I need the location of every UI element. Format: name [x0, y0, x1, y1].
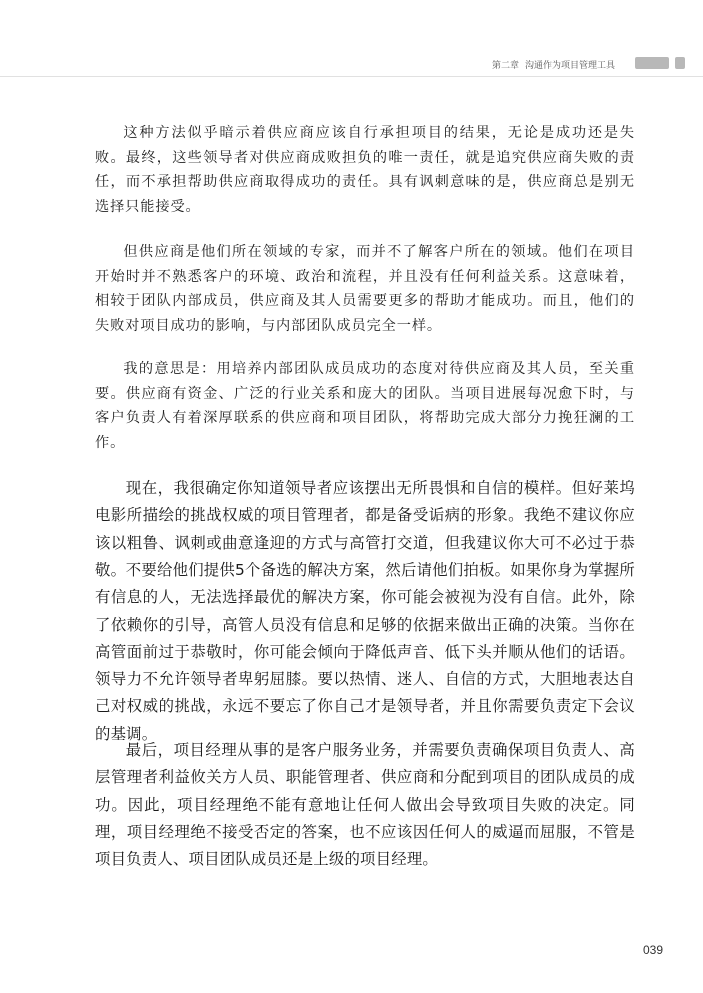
body-paragraph-2: 不要给他们提供5个备选的解决方案，然后请他们拍板。如果你身为掌握所有信息的人，无法选择最优的解决方案，你可能会被视为没有自信。此外，除了依赖你的引导，高管人员没有信息和足够的依据来做出正确的决策。当你在高管面前过于恭敬时，你可能会倾向于降低声音、低下头并顺从他们的话语。领导力不允许领导者卑躬屈膝。要以热情、迷人、自信的方式，大胆地表达自己对权威的挑战，永远不要忘了你自己才是领导者，并且你需要负责定下会议的基调。 — [95, 561, 635, 743]
body-paragraph-1: 现在，我很确定你知道领导者应该摆出无所畏惧和自信的模样。但好莱坞电影所描绘的挑战权威的项目管理者，都是备受诟病的形象。我绝不建议你应该以粗鲁、讽刺或曲意逢迎的方式与高管打交道，但我建议你大可不必过于恭敬。 — [95, 479, 635, 579]
header-decoration-block — [675, 57, 685, 69]
chapter-label: 第二章 — [492, 60, 520, 71]
quote-paragraph-3: 我的意思是：用培养内部团队成员成功的态度对待供应商及其人员，至关重要。供应商有资金、广泛的行业关系和庞大的团队。当项目进展每况愈下时，与客户负责人有着深厚联系的供应商和项目团队，将帮助完成大部分力挽狂澜的工作。 — [95, 361, 635, 451]
chapter-title: 沟通作为项目管理工具 — [525, 60, 616, 71]
header-decoration-bar — [635, 57, 669, 69]
page-number: 039 — [643, 943, 664, 957]
body-paragraph-3: 最后，项目经理从事的是客户服务业务，并需要负责确保项目负责人、高层管理者利益攸关方人员、职能管理者、供应商和分配到项目的团队成员的成功。因此，项目经理绝不能有意地让任何人做出会导致项目失败的决定。同理，项目经理绝不接受否定的答案，也不应该因任何人的威逼而屈服，不管是项目负责人、项目团队成员还是上级的项目经理。 — [95, 741, 635, 869]
quote-paragraph-2: 但供应商是他们所在领域的专家，而并不了解客户所在的领域。他们在项目开始时并不熟悉客户的环境、政治和流程，并且没有任何利益关系。这意味着，相较于团队内部成员，供应商及其人员需要更多的帮助才能成功。而且，他们的失败对项目成功的影响，与内部团队成员完全一样。 — [95, 244, 635, 334]
header-text — [492, 57, 615, 71]
header-divider — [0, 76, 703, 77]
quote-paragraph-1: 这种方法似乎暗示着供应商应该自行承担项目的结果，无论是成功还是失败。最终，这些领导者对供应商成败担负的唯一责任，就是追究供应商失败的责任，而不承担帮助供应商取得成功的责任。具有讽刺意味的是，供应商总是别无选择只能接受。 — [95, 125, 635, 215]
